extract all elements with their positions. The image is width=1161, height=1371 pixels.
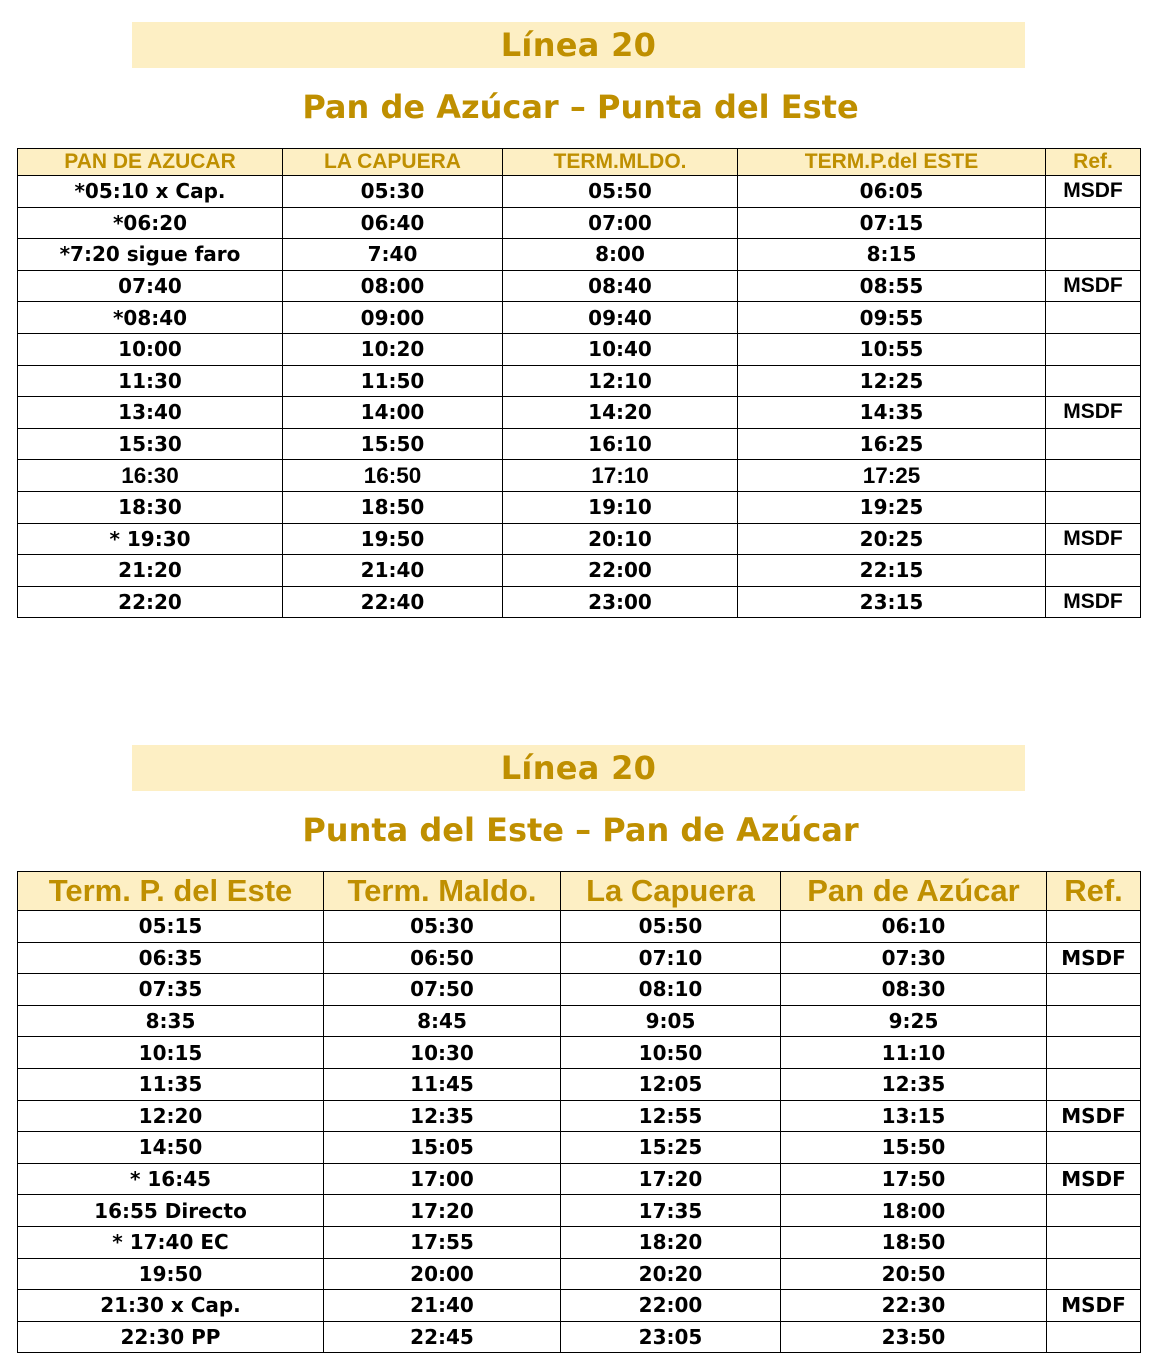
ref-cell: MSDF (1046, 270, 1141, 302)
time-cell: 06:40 (283, 207, 503, 239)
time-cell: 21:30 x Cap. (18, 1290, 324, 1322)
column-header: Ref. (1046, 149, 1141, 176)
time-cell: 14:50 (18, 1132, 324, 1164)
table-row (18, 270, 1141, 302)
column-header: TERM.P.del ESTE (738, 149, 1046, 176)
table-body (18, 911, 1141, 1353)
time-cell: *06:20 (18, 207, 283, 239)
time-cell: 22:45 (324, 1321, 561, 1353)
table-row (18, 207, 1141, 239)
time-cell: 07:15 (738, 207, 1046, 239)
ref-cell: MSDF (1046, 523, 1141, 555)
time-cell: 10:30 (324, 1037, 561, 1069)
time-cell: 22:00 (503, 555, 738, 587)
table-row (18, 176, 1141, 208)
time-cell: 15:30 (18, 428, 283, 460)
time-cell: 16:30 (18, 460, 283, 492)
time-cell: 11:50 (283, 365, 503, 397)
time-cell: 17:10 (503, 460, 738, 492)
time-cell: 12:55 (561, 1100, 781, 1132)
time-cell: 11:45 (324, 1068, 561, 1100)
column-header: Term. Maldo. (324, 872, 561, 911)
table-row (18, 974, 1141, 1006)
time-cell: 15:05 (324, 1132, 561, 1164)
time-cell: *05:10 x Cap. (18, 176, 283, 208)
time-cell: 12:10 (503, 365, 738, 397)
time-cell: 17:00 (324, 1163, 561, 1195)
time-cell: 14:20 (503, 397, 738, 429)
time-cell: 07:50 (324, 974, 561, 1006)
time-cell: 22:20 (18, 586, 283, 618)
time-cell: * 17:40 EC (18, 1226, 324, 1258)
time-cell: 13:40 (18, 397, 283, 429)
schedule-table-return (17, 871, 1141, 1353)
table-row (18, 523, 1141, 555)
time-cell: 12:20 (18, 1100, 324, 1132)
time-cell: 10:15 (18, 1037, 324, 1069)
table-row (18, 428, 1141, 460)
time-cell: 15:50 (781, 1132, 1047, 1164)
time-cell: 18:30 (18, 491, 283, 523)
time-cell: * 19:30 (18, 523, 283, 555)
table-row (18, 911, 1141, 943)
ref-cell (1046, 460, 1141, 492)
table-row (18, 1132, 1141, 1164)
time-cell: 19:50 (283, 523, 503, 555)
time-cell: 11:35 (18, 1068, 324, 1100)
time-cell: 17:35 (561, 1195, 781, 1227)
time-cell: * 16:45 (18, 1163, 324, 1195)
time-cell: 8:35 (18, 1005, 324, 1037)
time-cell: 22:40 (283, 586, 503, 618)
time-cell: 23:05 (561, 1321, 781, 1353)
table-row (18, 1005, 1141, 1037)
time-cell: 23:50 (781, 1321, 1047, 1353)
column-header: TERM.MLDO. (503, 149, 738, 176)
ref-cell (1046, 333, 1141, 365)
time-cell: 05:15 (18, 911, 324, 943)
ref-cell (1047, 911, 1141, 943)
table-row (18, 942, 1141, 974)
column-header: Ref. (1047, 872, 1141, 911)
table-row (18, 302, 1141, 334)
time-cell: 13:15 (781, 1100, 1047, 1132)
table-row (18, 239, 1141, 271)
time-cell: 09:55 (738, 302, 1046, 334)
time-cell: 07:30 (781, 942, 1047, 974)
time-cell: 07:10 (561, 942, 781, 974)
table-row (18, 333, 1141, 365)
time-cell: 19:10 (503, 491, 738, 523)
ref-cell (1047, 1068, 1141, 1100)
route-subtitle-1: Pan de Azúcar – Punta del Este (302, 88, 859, 126)
time-cell: 22:30 (781, 1290, 1047, 1322)
ref-cell (1047, 1321, 1141, 1353)
ref-cell (1047, 1037, 1141, 1069)
time-cell: 10:40 (503, 333, 738, 365)
time-cell: 16:25 (738, 428, 1046, 460)
table-header-row (18, 872, 1141, 911)
time-cell: 10:50 (561, 1037, 781, 1069)
time-cell: 17:25 (738, 460, 1046, 492)
table-row (18, 397, 1141, 429)
time-cell: 21:40 (283, 555, 503, 587)
time-cell: 15:50 (283, 428, 503, 460)
time-cell: 06:10 (781, 911, 1047, 943)
table-row (18, 1195, 1141, 1227)
ref-cell (1047, 1226, 1141, 1258)
time-cell: 07:40 (18, 270, 283, 302)
time-cell: 23:00 (503, 586, 738, 618)
time-cell: 18:50 (781, 1226, 1047, 1258)
time-cell: 08:00 (283, 270, 503, 302)
time-cell: 06:35 (18, 942, 324, 974)
table-row (18, 365, 1141, 397)
ref-cell (1046, 365, 1141, 397)
route-subtitle-2: Punta del Este – Pan de Azúcar (302, 811, 859, 849)
ref-cell (1047, 1005, 1141, 1037)
table-row (18, 1100, 1141, 1132)
ref-cell: MSDF (1046, 397, 1141, 429)
time-cell: 15:25 (561, 1132, 781, 1164)
ref-cell (1046, 491, 1141, 523)
ref-cell (1047, 1258, 1141, 1290)
time-cell: 08:40 (503, 270, 738, 302)
time-cell: 21:20 (18, 555, 283, 587)
time-cell: 8:45 (324, 1005, 561, 1037)
time-cell: 05:30 (324, 911, 561, 943)
time-cell: 21:40 (324, 1290, 561, 1322)
time-cell: 08:30 (781, 974, 1047, 1006)
time-cell: 14:35 (738, 397, 1046, 429)
table-row (18, 1226, 1141, 1258)
table-row (18, 1258, 1141, 1290)
time-cell: 17:20 (324, 1195, 561, 1227)
time-cell: 08:55 (738, 270, 1046, 302)
table-row (18, 586, 1141, 618)
time-cell: 11:30 (18, 365, 283, 397)
time-cell: 07:00 (503, 207, 738, 239)
time-cell: 06:50 (324, 942, 561, 974)
time-cell: 9:05 (561, 1005, 781, 1037)
ref-cell (1046, 428, 1141, 460)
time-cell: 12:35 (324, 1100, 561, 1132)
time-cell: 23:15 (738, 586, 1046, 618)
table-body (18, 176, 1141, 618)
ref-cell (1047, 1132, 1141, 1164)
table-row (18, 460, 1141, 492)
time-cell: 19:25 (738, 491, 1046, 523)
time-cell: 09:00 (283, 302, 503, 334)
time-cell: 14:00 (283, 397, 503, 429)
ref-cell (1046, 207, 1141, 239)
table-row (18, 1290, 1141, 1322)
time-cell: 16:55 Directo (18, 1195, 324, 1227)
time-cell: 17:20 (561, 1163, 781, 1195)
time-cell: 7:40 (283, 239, 503, 271)
time-cell: 12:25 (738, 365, 1046, 397)
column-header: Term. P. del Este (18, 872, 324, 911)
ref-cell: MSDF (1046, 176, 1141, 208)
time-cell: 18:50 (283, 491, 503, 523)
time-cell: 22:15 (738, 555, 1046, 587)
column-header: Pan de Azúcar (781, 872, 1047, 911)
time-cell: 20:50 (781, 1258, 1047, 1290)
time-cell: 8:15 (738, 239, 1046, 271)
ref-cell (1047, 974, 1141, 1006)
ref-cell: MSDF (1047, 942, 1141, 974)
time-cell: 05:50 (561, 911, 781, 943)
time-cell: 22:30 PP (18, 1321, 324, 1353)
ref-cell (1046, 555, 1141, 587)
time-cell: 12:35 (781, 1068, 1047, 1100)
time-cell: 10:20 (283, 333, 503, 365)
ref-cell: MSDF (1046, 586, 1141, 618)
time-cell: 20:25 (738, 523, 1046, 555)
ref-cell: MSDF (1047, 1290, 1141, 1322)
table-header-row (18, 149, 1141, 176)
time-cell: 05:30 (283, 176, 503, 208)
ref-cell (1046, 302, 1141, 334)
time-cell: 11:10 (781, 1037, 1047, 1069)
time-cell: 22:00 (561, 1290, 781, 1322)
column-header: LA CAPUERA (283, 149, 503, 176)
time-cell: 05:50 (503, 176, 738, 208)
time-cell: 9:25 (781, 1005, 1047, 1037)
time-cell: 06:05 (738, 176, 1046, 208)
time-cell: 17:50 (781, 1163, 1047, 1195)
table-row (18, 1068, 1141, 1100)
time-cell: *08:40 (18, 302, 283, 334)
ref-cell: MSDF (1047, 1100, 1141, 1132)
route-banner-1: Línea 20 (132, 22, 1025, 68)
time-cell: 17:55 (324, 1226, 561, 1258)
time-cell: 07:35 (18, 974, 324, 1006)
time-cell: 18:00 (781, 1195, 1047, 1227)
table-row (18, 1321, 1141, 1353)
ref-cell: MSDF (1047, 1163, 1141, 1195)
table-row (18, 1163, 1141, 1195)
time-cell: 08:10 (561, 974, 781, 1006)
time-cell: 16:10 (503, 428, 738, 460)
table-row (18, 555, 1141, 587)
time-cell: 12:05 (561, 1068, 781, 1100)
time-cell: 16:50 (283, 460, 503, 492)
time-cell: *7:20 sigue faro (18, 239, 283, 271)
time-cell: 18:20 (561, 1226, 781, 1258)
route-banner-2: Línea 20 (132, 745, 1025, 791)
schedule-table-outbound (17, 148, 1141, 618)
column-header: La Capuera (561, 872, 781, 911)
ref-cell (1047, 1195, 1141, 1227)
table-row (18, 491, 1141, 523)
time-cell: 20:20 (561, 1258, 781, 1290)
time-cell: 20:10 (503, 523, 738, 555)
time-cell: 09:40 (503, 302, 738, 334)
ref-cell (1046, 239, 1141, 271)
table-row (18, 1037, 1141, 1069)
time-cell: 19:50 (18, 1258, 324, 1290)
time-cell: 10:00 (18, 333, 283, 365)
time-cell: 10:55 (738, 333, 1046, 365)
column-header: PAN DE AZUCAR (18, 149, 283, 176)
time-cell: 20:00 (324, 1258, 561, 1290)
time-cell: 8:00 (503, 239, 738, 271)
